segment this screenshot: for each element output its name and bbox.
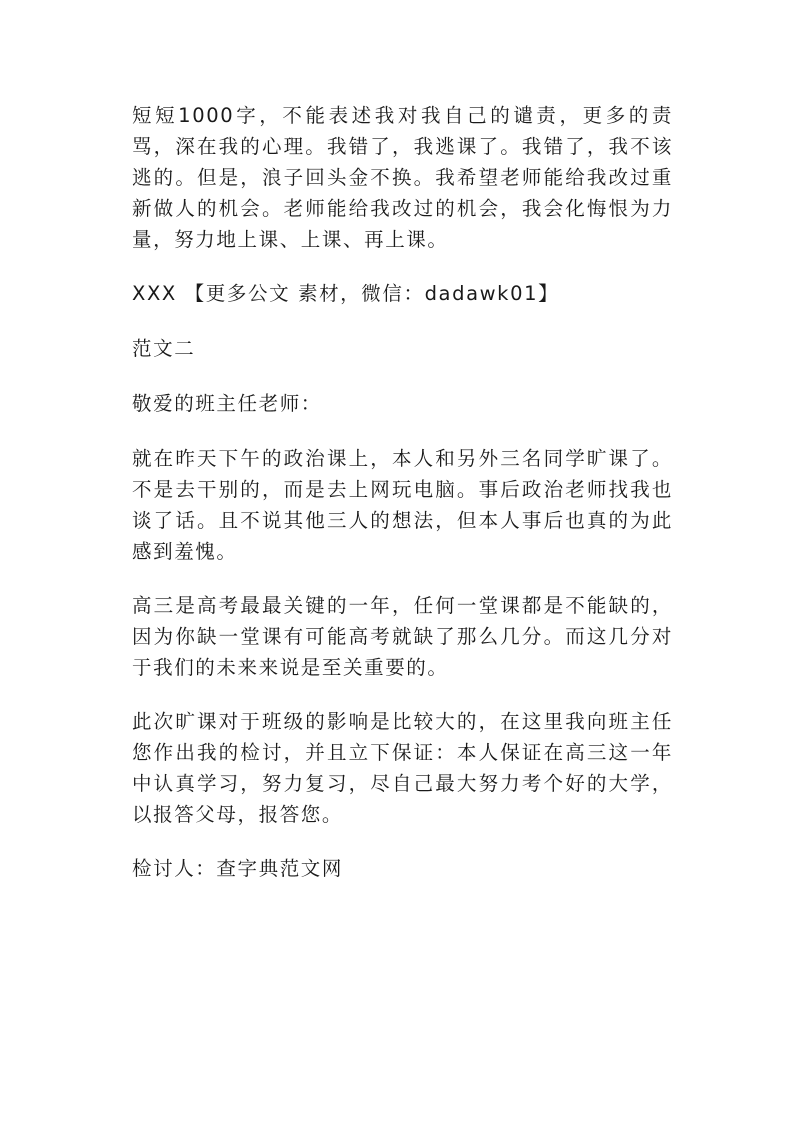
paragraph-incident: 就在昨天下午的政治课上，本人和另外三名同学旷课了。不是去干别的，而是去上网玩电脑。事后政治老师找我也谈了话。且不说其他三人的想法，但本人事后也真的为此感到羞愧。 [132,447,673,563]
salutation: 敬爱的班主任老师： [132,392,322,415]
paragraph-promise: 此次旷课对于班级的影响是比较大的，在这里我向班主任您作出我的检讨，并且立下保证：本人保证在高三这一年中认真学习，努力复习，尽自己最大努力考个好的大学，以报答父母，报答您。 [132,710,673,826]
paragraph-signature-promo: XXX 【更多公文 素材，微信：dadawk01】 [132,282,560,305]
paragraph-apology-body: 短短1000字，不能表述我对我自己的谴责，更多的责骂，深在我的心理。我错了，我逃课了。我错了，我不该逃的。但是，浪子回头金不换。我希望老师能给我改过重新做人的机会。老师能给我改过的机会，我会化悔恨为力量，努力地上课、上课、再上课。 [132,104,673,251]
paragraph-signer: 检讨人：查字典范文网 [132,857,344,880]
section-heading-sample-two: 范文二 [132,337,196,360]
paragraph-senior-year: 高三是高考最最关键的一年，任何一堂课都是不能缺的，因为你缺一堂课有可能高考就缺了那么几分。而这几分对于我们的未来来说是至关重要的。 [132,594,673,679]
